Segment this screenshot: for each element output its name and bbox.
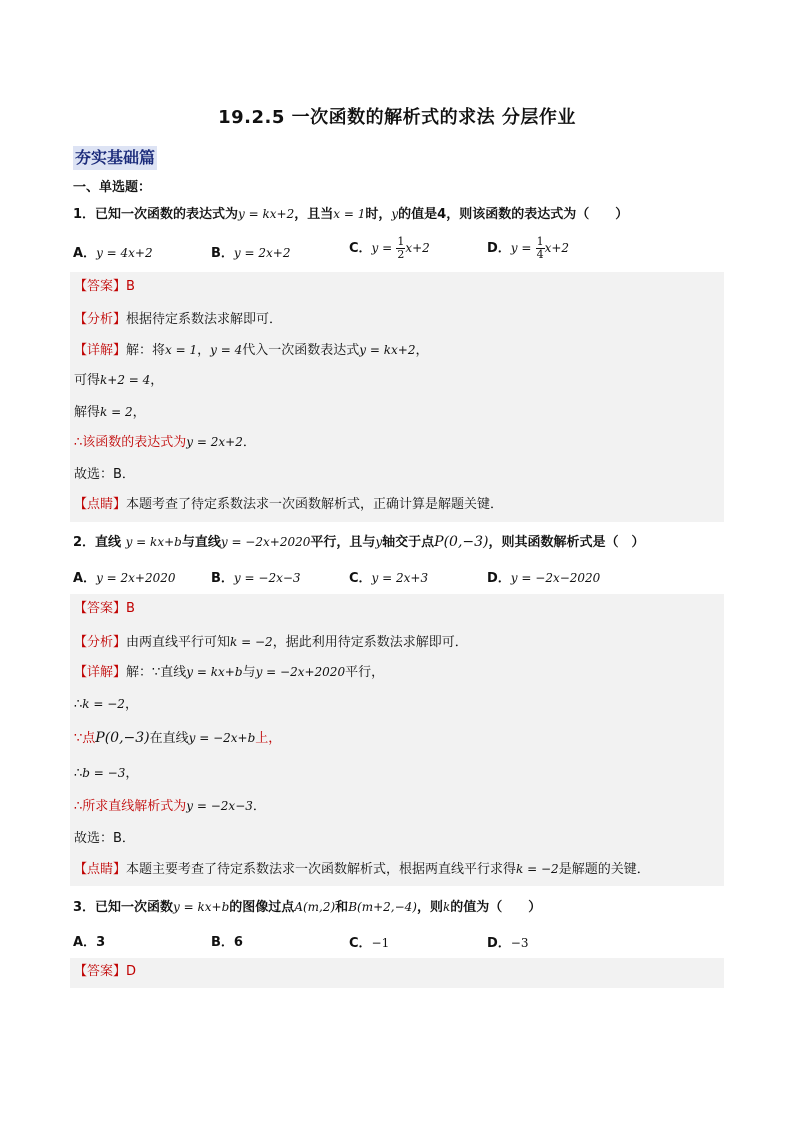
step-line: ∴该函数的表达式为y = 2x+2． — [74, 435, 256, 450]
option-b[interactable]: B．y = 2x+2 — [211, 246, 291, 261]
section-heading: 夯实基础篇 — [73, 146, 157, 170]
fraction: $\frac{1}{4}$ — [536, 235, 544, 261]
option-a[interactable]: A．3 — [73, 935, 106, 950]
question-1-stem: 1．已知一次函数的表达式为y = kx+2，且当x = 1时，y的值是4，则该函数的表达式为（ ） — [73, 207, 629, 222]
option-a[interactable]: A．y = 4x+2 — [73, 246, 153, 261]
option-b[interactable]: B．y = −2x−3 — [211, 571, 301, 586]
question-1-options — [73, 236, 733, 272]
option-a[interactable]: A．y = 2x+2020 — [73, 571, 176, 586]
question-2-stem: 2．直线 y = kx+b与直线y = −2x+2020平行，且与y轴交于点P(0,−3)，则其函数解析式是（ ） — [73, 534, 645, 550]
comment-box-1 — [70, 492, 724, 522]
option-d[interactable]: D．y = $\frac{1}{4}$ x+2 — [487, 235, 570, 261]
answer-line: 【答案】D — [74, 964, 137, 979]
step-line: 可得k+2 = 4， — [74, 373, 164, 388]
option-c[interactable]: C．y = 2x+3 — [349, 571, 429, 586]
choose-line: 故选：B． — [74, 467, 135, 482]
option-d[interactable]: D．−3 — [487, 936, 529, 951]
step-line: ∴b = −3， — [74, 766, 139, 781]
detail-line: 【详解】解：将x = 1，y = 4代入一次函数表达式y = kx+2， — [74, 343, 429, 358]
fraction: $\frac{1}{2}$ — [397, 235, 405, 261]
answer-box-2 — [70, 594, 724, 886]
analysis-line: 【分析】由两直线平行可知k = −2，据此利用待定系数法求解即可． — [74, 635, 468, 650]
comment-line: 【点睛】本题考查了待定系数法求一次函数解析式，正确计算是解题关键． — [74, 497, 504, 512]
choose-line: 故选：B． — [74, 831, 135, 846]
step-line: ∴k = −2， — [74, 697, 138, 712]
step-line: 解得k = 2， — [74, 405, 146, 420]
step-line: ∵点P(0,−3)在直线y = −2x+b上， — [74, 730, 282, 746]
detail-line: 【详解】解：∵直线y = kx+b与y = −2x+2020平行， — [74, 665, 385, 680]
answer-box-3 — [70, 958, 724, 988]
option-d[interactable]: D．y = −2x−2020 — [487, 571, 601, 586]
answer-line: 【答案】B — [74, 601, 135, 616]
part-heading: 一、单选题： — [73, 180, 152, 195]
step-line: ∴所求直线解析式为y = −2x−3． — [74, 799, 266, 814]
page-title: 19.2.5 一次函数的解析式的求法 分层作业 — [218, 107, 576, 128]
question-3-stem: 3．已知一次函数y = kx+b的图像过点A(m,2)和B(m+2,−4)，则k的值为（ ） — [73, 900, 542, 915]
option-c[interactable]: C．−1 — [349, 936, 390, 951]
answer-line: 【答案】B — [74, 279, 135, 294]
analysis-line: 【分析】根据待定系数法求解即可． — [74, 312, 283, 327]
option-b[interactable]: B．6 — [211, 935, 243, 950]
answer-box-1 — [70, 272, 724, 492]
comment-line: 【点睛】本题主要考查了待定系数法求一次函数解析式，根据两直线平行求得k = −2是解题的关键． — [74, 862, 650, 877]
option-c[interactable]: C．y = $\frac{1}{2}$ x+2 — [349, 235, 430, 261]
